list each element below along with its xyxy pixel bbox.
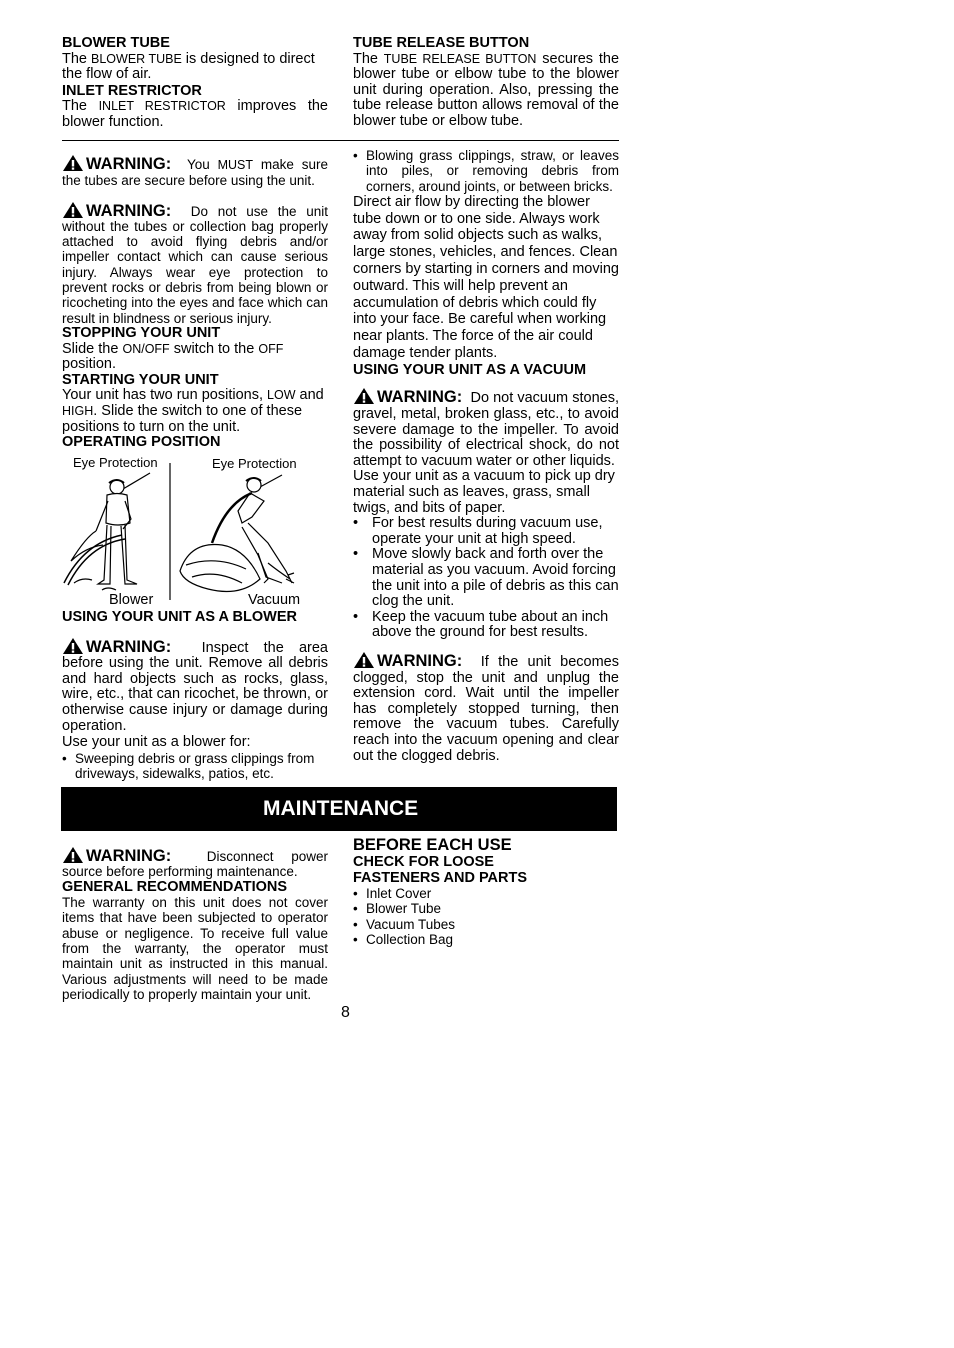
- warning-disconnect-power: WARNING: Disconnect power source before performing maintenance.: [62, 847, 328, 880]
- general-recommendations-text: The warranty on this unit does not cover items that have been subjected to operator abuse or negligence. To receive full value from the warranty, the operator must maintain unit as instructed in this manual. Various adjustments will need to be made periodically to properly maintain your unit.: [62, 895, 328, 1002]
- vacuum-use-text: Use your unit as a vacuum to pick up dry material such as leaves, grass, small twigs, and bits of paper.: [353, 468, 615, 516]
- blower-operator-figure: [64, 473, 150, 590]
- warning-label: WARNING:: [377, 651, 463, 670]
- inlet-restrictor-heading: INLET RESTRICTOR: [62, 82, 202, 99]
- warning-inspect-area: WARNING: Inspect the area before using the unit. Remove all debris and hard objects such as rocks, glass, wire, etc., that can ricochet, be thrown, or otherwise cause injury or damage during operation.: [62, 637, 328, 734]
- blower-use-text: Use your unit as a blower for:: [62, 734, 251, 751]
- list-item: • Vacuum Tubes: [353, 917, 619, 932]
- warning-do-not-vacuum: WARNING: Do not vacuum stones, gravel, metal, broken glass, etc., to avoid severe damage to the impeller. To avoid the possibility of electrical shock, do not attempt to vacuum water or other liquids.: [353, 388, 619, 469]
- warning-triangle-icon: [62, 154, 84, 172]
- warning-triangle-icon: [62, 846, 84, 864]
- operating-heading: OPERATING POSITION: [62, 434, 221, 451]
- vacuum-heading: USING YOUR UNIT AS A VACUUM: [353, 361, 587, 378]
- inlet-restrictor-text: The INLET RESTRICTOR improves the blower function.: [62, 98, 328, 130]
- warning-label: WARNING:: [86, 201, 172, 220]
- list-item: • For best results during vacuum use, operate your unit at high speed.: [353, 516, 619, 547]
- list-item: • Blowing grass clippings, straw, or leaves into piles, or removing debris from corners, around joints, or between bricks.: [353, 148, 619, 194]
- tube-release-text: The TUBE RELEASE BUTTON secures the blower tube or elbow tube to the blower unit during operation. Also, pressing the tube release button allows removal of the blower tube or elbow tube.: [353, 50, 620, 129]
- stopping-heading: STOPPING YOUR UNIT: [62, 324, 221, 341]
- maintenance-banner: [61, 787, 617, 831]
- vacuum-tips-list: [353, 516, 619, 641]
- page-number: 8: [341, 1004, 350, 1021]
- warning-triangle-icon: [62, 201, 84, 219]
- check-heading-line1: CHECK FOR LOOSE: [353, 854, 494, 870]
- blowing-list: [353, 148, 619, 194]
- maintenance-right: [353, 836, 619, 947]
- general-recommendations-heading: GENERAL RECOMMENDATIONS: [62, 878, 288, 895]
- starting-heading: STARTING YOUR UNIT: [62, 371, 219, 388]
- blower-tube-heading: BLOWER TUBE: [62, 35, 170, 51]
- warning-triangle-icon: [62, 637, 84, 655]
- eye-protection-label-right: Eye Protection: [212, 456, 297, 471]
- list-item: • Blower Tube: [353, 901, 619, 916]
- stopping-text: Slide the ON/OFF switch to the OFF position.: [62, 340, 284, 373]
- blower-tube-text: The BLOWER TUBE is designed to direct the flow of air.: [62, 50, 315, 83]
- check-list: [353, 886, 619, 947]
- warning-label: WARNING:: [86, 155, 172, 173]
- before-each-use-heading: BEFORE EACH USE: [353, 836, 512, 854]
- list-item: • Sweeping debris or grass clippings from driveways, sidewalks, patios, etc.: [62, 751, 328, 782]
- list-item: • Move slowly back and forth over the material as you vacuum. Avoid forcing the unit into a pile of debris as this can clog the unit.: [353, 547, 619, 609]
- eye-protection-label-left: Eye Protection: [73, 455, 158, 470]
- maintenance-title: MAINTENANCE: [263, 797, 419, 820]
- left-column-lower: [62, 610, 328, 781]
- starting-text: Your unit has two run positions, LOW and HIGH. Slide the switch to one of these positions to turn on the unit.: [62, 387, 324, 435]
- vacuum-caption: Vacuum: [248, 592, 301, 608]
- list-item: • Inlet Cover: [353, 886, 619, 901]
- warning-triangle-icon: [353, 387, 375, 405]
- section-divider: [62, 140, 619, 141]
- blower-heading: USING YOUR UNIT AS A BLOWER: [62, 609, 297, 625]
- warning-label: WARNING:: [377, 388, 463, 407]
- top-right-section: [353, 36, 619, 130]
- blower-caption: Blower: [109, 592, 154, 608]
- right-column: [353, 148, 619, 764]
- operator-illustration: [62, 453, 328, 611]
- warning-clogged: WARNING: If the unit becomes clogged, stop the unit and unplug the extension cord. Wait until the impeller has completely stopped turning, then remove the vacuum tubes. Carefully reach into the vacuum opening and clear out the clogged debris.: [353, 651, 619, 764]
- vacuum-operator-figure: [180, 475, 294, 591]
- maintenance-left: [62, 846, 328, 1002]
- warning-triangle-icon: [353, 651, 375, 669]
- warning-tubes-secure: WARNING: You MUST make sure the tubes are secure before using the unit.: [62, 155, 328, 189]
- warning-eye-protection: WARNING: Do not use the unit without the tubes or collection bag properly attached to avoid flying debris and/or impeller contact which can cause serious injury. Always wear eye protection to prevent rocks or debris from being blown or ricocheting into the eyes and face which can result in blindness or serious injury.: [62, 201, 328, 326]
- warning-label: WARNING:: [86, 637, 172, 656]
- list-item: • Collection Bag: [353, 932, 619, 947]
- check-heading-line2: FASTENERS AND PARTS: [353, 869, 528, 886]
- list-item: • Keep the vacuum tube about an inch above the ground for best results.: [353, 610, 619, 641]
- left-column: [62, 154, 328, 451]
- blower-use-list: [62, 751, 328, 782]
- tube-release-heading: TUBE RELEASE BUTTON: [353, 35, 530, 51]
- warning-label: WARNING:: [86, 847, 172, 865]
- top-left-section: [62, 36, 328, 131]
- operating-position-figure: [62, 453, 328, 611]
- direct-air-flow-text: Direct air flow by directing the blower tube down or to one side. Always work away from solid objects such as walks, large stones, vehicles, and fences. Clean corners by starting in corners and moving outward. This will help prevent an accumulation of debris which could fly into your face. Be careful when working near plants. The force of the air could damage tender plants.: [353, 193, 619, 362]
